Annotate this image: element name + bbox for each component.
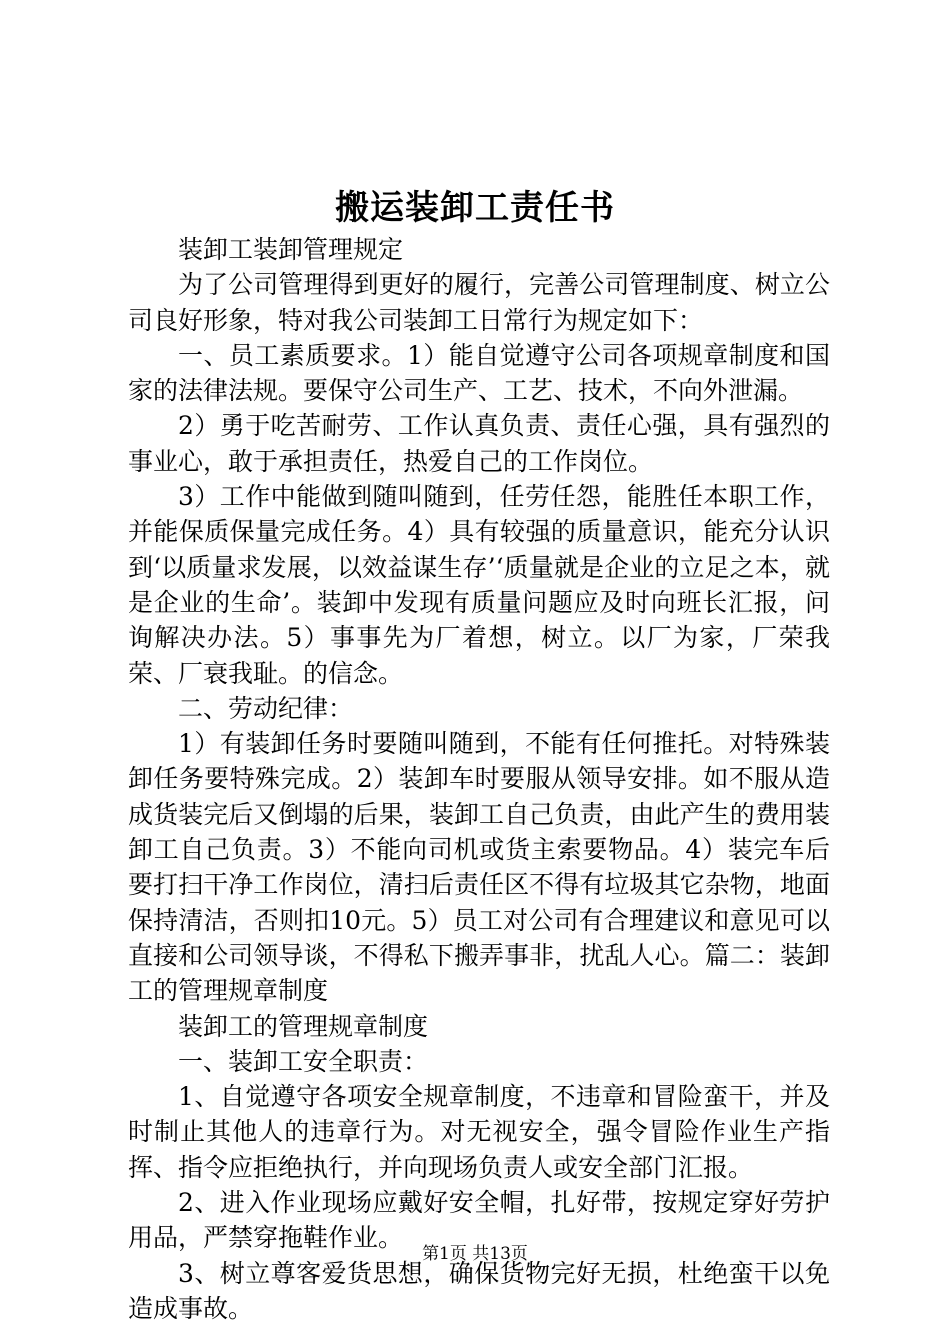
paragraph: 3、树立尊客爱货思想，确保货物完好无损，杜绝蛮干以免造成事故。 [128, 1258, 830, 1323]
page-footer: 第1页 共13页 [422, 1244, 528, 1264]
paragraph: 一、装卸工安全职责： [178, 1046, 429, 1076]
paragraph: 二、劳动纪律： [178, 693, 354, 723]
paragraph: 1）有装卸任务时要随叫随到，不能有任何推托。对特殊装卸任务要特殊完成。2）装卸车时要服从领导安排。如不服从造成货装完后又倒塌的后果，装卸工自己负责，由此产生的费用装卸工自己负责。3）不能向司机或货主索要物品。4）装完车后要打扫干净工作岗位，清扫后责任区不得有垃圾其它杂物，地面保持清洁，否则扣10元。5）员工对公司有合理建议和意见可以直接和公司领导谈，不得私下搬弄事非，扰乱人心。篇二：装卸工的管理规章制度 [128, 729, 830, 1006]
document-body [128, 232, 830, 1326]
paragraph: 装卸工的管理规章制度 [178, 1011, 429, 1041]
paragraph: 一、员工素质要求。1）能自觉遵守公司各项规章制度和国家的法律法规。要保守公司生产、工艺、技术，不向外泄漏。 [128, 340, 830, 406]
paragraph: 2）勇于吃苦耐劳、工作认真负责、责任心强，具有强烈的事业心，敢于承担责任，热爱自己的工作岗位。 [128, 411, 830, 476]
paragraph: 2、进入作业现场应戴好安全帽，扎好带，按规定穿好劳护用品，严禁穿拖鞋作业。 [128, 1188, 830, 1253]
paragraph: 3）工作中能做到随叫随到，任劳任怨，能胜任本职工作，并能保质保量完成任务。4）具有较强的质量意识，能充分认识到‘以质量求发展，以效益谋生存’‘质量就是企业的立足之本，就是企业的生命’。装卸中发现有质量问题应及时向班长汇报，问询解决办法。5）事事先为厂着想，树立。以厂为家，厂荣我荣、厂衰我耻。的信念。 [128, 482, 830, 688]
paragraph: 为了公司管理得到更好的履行，完善公司管理制度、树立公司良好形象，特对我公司装卸工日常行为规定如下： [128, 270, 830, 335]
paragraph: 装卸工装卸管理规定 [178, 235, 404, 264]
document-title: 搬运装卸工责任书 [335, 188, 615, 228]
paragraph: 1、自觉遵守各项安全规章制度，不违章和冒险蛮干，并及时制止其他人的违章行为。对无视安全，强令冒险作业生产指挥、指令应拒绝执行，并向现场负责人或安全部门汇报。 [128, 1082, 830, 1182]
